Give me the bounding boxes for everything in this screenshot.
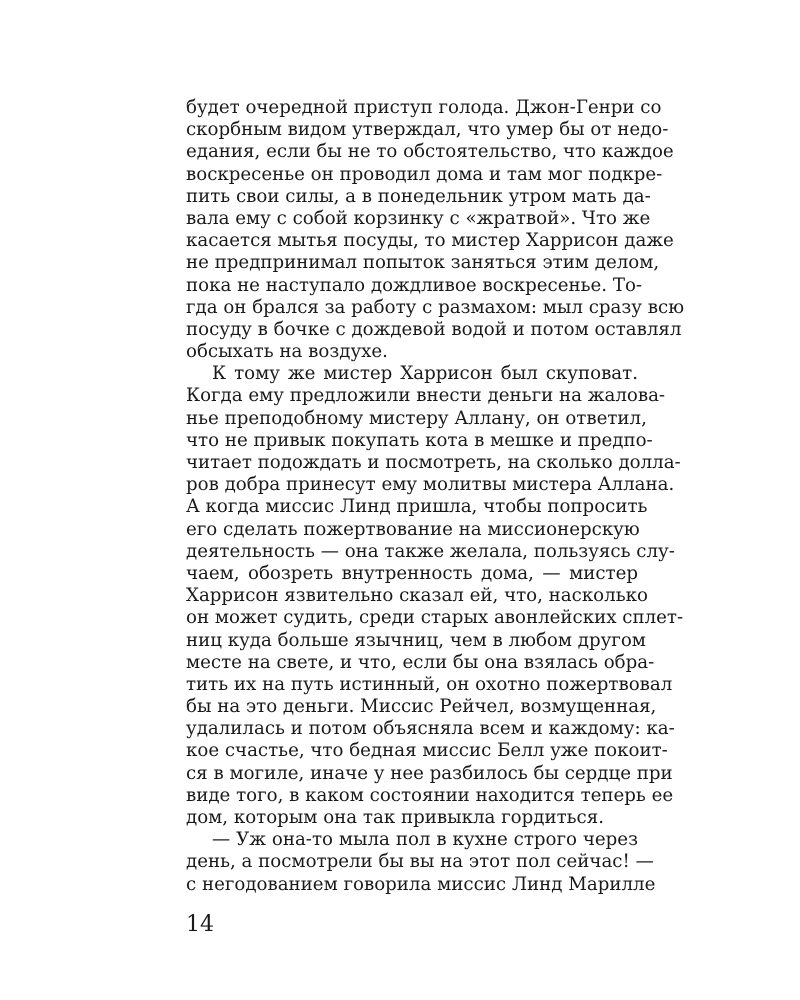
text-line: Когда ему предложили внести деньги на жалова-	[186, 385, 666, 407]
text-line: скорбным видом утверждал, что умер бы от недо-	[186, 119, 669, 141]
text-line: виде того, в каком состоянии находится теперь ее	[186, 784, 674, 806]
text-line: его сделать пожертвование на миссионерскую	[186, 518, 640, 540]
text-line: воскресенье он проводил дома и там мог подкре-	[186, 163, 663, 185]
text-line: деятельность — она также желала, пользуясь слу-	[186, 540, 675, 562]
text-line: он может судить, среди старых авонлейских сплет-	[186, 607, 684, 629]
text-line: ся в могиле, иначе у нее разбилось бы сердце при	[186, 762, 673, 784]
text-line: обсыхать на воздухе.	[186, 341, 388, 363]
text-line: ниц куда больше язычниц, чем в любом другом	[186, 629, 646, 651]
paragraph-start-line: — Уж она-то мыла пол в кухне строго через	[212, 829, 638, 851]
text-line: что не привык покупать кота в мешке и предпо-	[186, 429, 653, 451]
text-line: А когда миссис Линд пришла, чтобы попросить	[186, 496, 648, 518]
text-line: пока не наступало дождливое воскресенье. То-	[186, 274, 643, 296]
text-line: день, а посмотрели бы вы на этот пол сейчас! —	[186, 851, 654, 873]
text-line: чаем, обозреть внутренность дома, — мистер	[186, 562, 638, 584]
text-line: читает подождать и посмотреть, на сколько долла-	[186, 452, 681, 473]
text-line: бы на это деньги. Миссис Рейчел, возмущенная,	[186, 696, 657, 718]
text-line: едания, если бы не то обстоятельство, что каждое	[186, 141, 674, 163]
text-line: удалилась и потом объясняла всем и каждому: ка-	[186, 718, 675, 740]
text-line: вала ему с собой корзинку с «жратвой». Что же	[186, 207, 651, 229]
text-line: будет очередной приступ голода. Джон-Генри со	[186, 97, 662, 118]
text-line: тить их на путь истинный, он охотно пожертвовал	[186, 673, 673, 695]
text-line: с негодованием говорила миссис Линд Марилле	[186, 873, 656, 895]
text-line: не предпринимал попыток заняться этим делом,	[186, 252, 660, 274]
text-line: Харрисон язвительно сказал ей, что, насколько	[186, 585, 648, 607]
text-line: нье преподобному мистеру Аллану, он ответил,	[186, 407, 647, 429]
text-line: касается мытья посуды, то мистер Харрисон даже	[186, 230, 674, 252]
text-line: дом, которым она так привыкла гордиться.	[186, 807, 604, 828]
text-line: кое счастье, что бедная миссис Белл уже покоит-	[186, 740, 668, 762]
page-number: 14	[186, 912, 214, 937]
text-line: гда он брался за работу с размахом: мыл сразу всю	[186, 296, 685, 318]
text-line: пить свои силы, а в понедельник утром мать да-	[186, 185, 651, 207]
paragraph-start-line: К тому же мистер Харрисон был скуповат.	[212, 363, 638, 385]
text-line: месте на свете, и что, если бы она взялась обра-	[186, 651, 655, 673]
text-line: посуду в бочке с дождевой водой и потом оставлял	[186, 318, 682, 340]
body-text	[186, 97, 685, 896]
text-line: ров добра принесут ему молитвы мистера Аллана.	[186, 474, 675, 496]
